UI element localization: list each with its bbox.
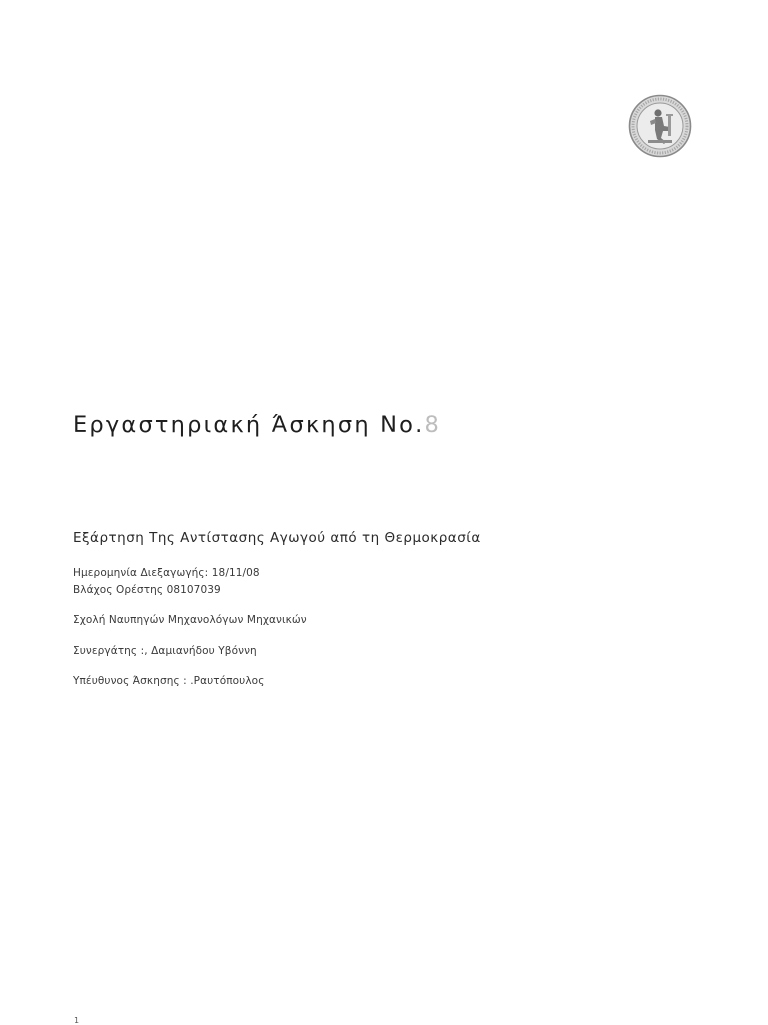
supervisor-line: Υπέυθυνος Άσκησης : .Ραυτόπουλος <box>73 675 265 687</box>
document-title <box>73 412 439 438</box>
exercise-number: 8 <box>424 412 439 438</box>
page-number: 1 <box>74 1016 80 1025</box>
university-seal-icon <box>628 94 692 158</box>
title-text: Εργαστηριακή Άσκηση Νο. <box>73 412 425 438</box>
school-line: Σχολή Ναυπηγών Μηχανολόγων Μηχανικών <box>73 614 307 626</box>
date-line: Ημερομηνία Διεξαγωγής: 18/11/08 <box>73 567 260 579</box>
document-subtitle: Εξάρτηση Της Αντίστασης Αγωγού από τη Θερμοκρασία <box>73 530 481 546</box>
author-line: Βλάχος Ορέστης 08107039 <box>73 584 221 596</box>
partner-line: Συνεργάτης :, Δαμιανήδου Υβόννη <box>73 645 257 657</box>
